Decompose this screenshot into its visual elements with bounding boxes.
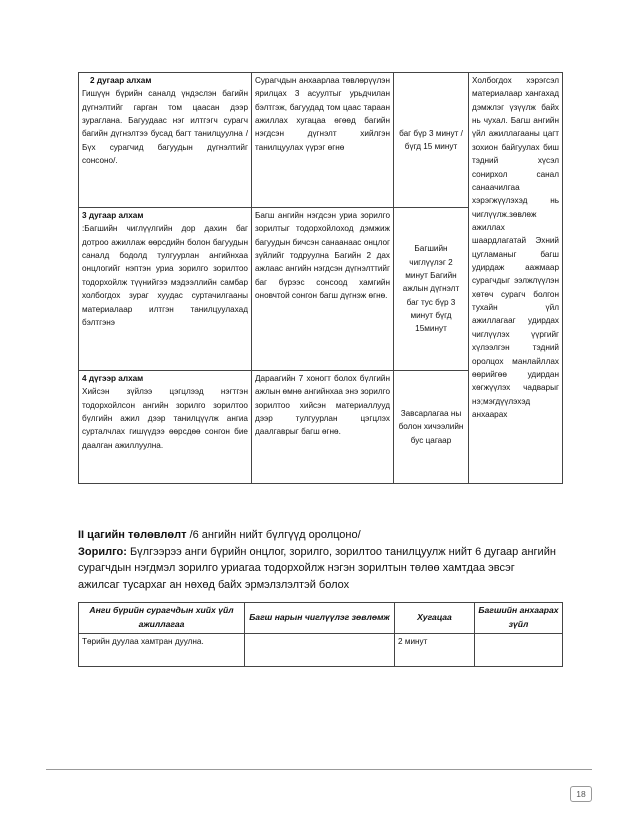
- table-row: [79, 73, 563, 208]
- activity-cell: Төрийн дуулаа хамтран дуулна.: [79, 633, 245, 666]
- step-2-cell: [79, 73, 252, 208]
- table-header-row: [79, 603, 563, 634]
- guidance-cell: [245, 633, 395, 666]
- column-header: Анги бүрийн сурагчдын хийх үйл ажиллагаа: [79, 603, 245, 634]
- footer-divider: [46, 769, 592, 770]
- notes-cell: [475, 633, 563, 666]
- column-header: Багш нарын чиглүүлэг зөвлөмж: [245, 603, 395, 634]
- step-heading: 2 дугаар алхам: [90, 76, 152, 85]
- teacher-guidance-cell: Сурагчдын анхаарлаа төвлөрүүлэн ярилцах 3 асуултыг урьдчилан бэлтгэж, багуудад том цаас тараан ажиллах хугацаа өгөөд багийн нэгдсэн дүгнэлт хийлгэн танилцуулах үүрэг өгнө: [252, 73, 394, 208]
- step-3-cell: [79, 208, 252, 371]
- activity-steps-table: [78, 72, 563, 484]
- table-row: [79, 633, 563, 666]
- teacher-guidance-cell: Багш ангийн нэгдсэн уриа зорилго зорилтыг тодорхойлоход дэмжиж багуудын бичсэн санаанаас онцлог зүйлийг тодруулна Багийн 2 дах ажлаас ангийн нэгдсэн дүгнэлттийг баг бүрээс сонсоод хамгийн оновчтой сонгон багш дүгнэж өгнө.: [252, 208, 394, 371]
- duration-cell: Завсарлагаа ны болон хичээлийн бус цагаар: [394, 371, 469, 484]
- column-header: Хугацаа: [395, 603, 475, 634]
- duration-cell: Багшийн чиглүүлэг 2 минут Багийн ажлын дүгнэлт баг тус бүр 3 минут бүгд 15минут: [394, 208, 469, 371]
- step-description: Гишүүн бүрийн саналд үндэслэн багийн дүгнэлтийг гарган том цаасан дээр зураглана. Багуудаас нэг илтгэгч сурагч багийн дүгнэлтээ бусад багт танилцуулна / Бүх сурагчид багуудын дүгнэлтийг сонсоно/.: [82, 89, 248, 166]
- teacher-notes-cell: Холбогдох хэрэгсэл материалаар хангахад дэмжлэг үзүүлж байх нь чухал. Багш ангийн үйл ажиллагааны цагт зохион байгуулах биш тэдний хүсэл сонирхол санал санаачилгаа хэрэгжүүлэхэд нь чиглүүлж.зөвлөж ажиллах шаардлагатай Эхний цугламаныг багш удирдаж аажмаар сурагчдыг ээлжлүүлэн хөтөч сурагч болгон тухайн үйл ажиллагааг удирдах чиглүүлэх үүргийг хүлээлгэн тэдний оролцох манлайллах өөрийгөө удирдан хөгжүүлэх чадварыг нэ;мэгдүүлэхэд анхаарах: [469, 73, 563, 484]
- page-number: 18: [570, 786, 592, 802]
- step-description: :Багшийн чиглүүлгийн дор дахин баг дотроо ажиллаж өөрсдийн болон багуудын саналд бодолд тулгуурлан ангийнхаа онцлогийг нэптэн уриа зорилго зорилтоо тодорхойлж түүнийгээ мэдээллийн самбар холбогдох зураг хуудас суртачилгааны материалаар илтгэн танилцуулахад бэлтгэнэ: [82, 224, 248, 327]
- step-heading: 3 дугаар алхам: [82, 211, 144, 220]
- column-header: Багшийн анхаарах зүйл: [475, 603, 563, 634]
- class-activity-table: [78, 602, 563, 667]
- duration-cell: 2 минут: [395, 633, 475, 666]
- section-goal: Зорилго: Бүлгээрээ анги бүрийн онцлог, зорилго, зорилтоо танилцуулж нийт 6 дугаар ангийн сурагчдын нэгдмэл зорилго уриагаа тодорхойлж нэгэн зорилтын төлөө хамтдаа эвсэг ажилсаг тусархаг ан нөхөд байх эрмэлзлэлтэй болох: [78, 545, 556, 591]
- section-plan: [78, 527, 558, 593]
- section-title: II цагийн төлөвлөлт /6 ангийн нийт бүлгүүд оролцоно/: [78, 529, 361, 541]
- step-heading: 4 дүгээр алхам: [82, 374, 144, 383]
- step-description: Хийсэн зүйлээ цэгцлээд нэгтгэн тодорхойлсон ангийн зорилго зорилтоо бүлгийн ажил дээр танилцүүлж ангиа сурталчлах гишүүдээ өөрсдөө сонгон бие даалган ажиллуулна.: [82, 387, 248, 450]
- duration-cell: баг бүр 3 минут / бүгд 15 минут: [394, 73, 469, 208]
- step-4-cell: [79, 371, 252, 484]
- teacher-guidance-cell: Дараагийн 7 хоногт болох бүлгийн ажлын өмнө ангийнхаа энэ зорилго зорилтоо хийсэн материаллууд дээр тулгуурлан цэгцлэх даалгаврыг багш өгнө.: [252, 371, 394, 484]
